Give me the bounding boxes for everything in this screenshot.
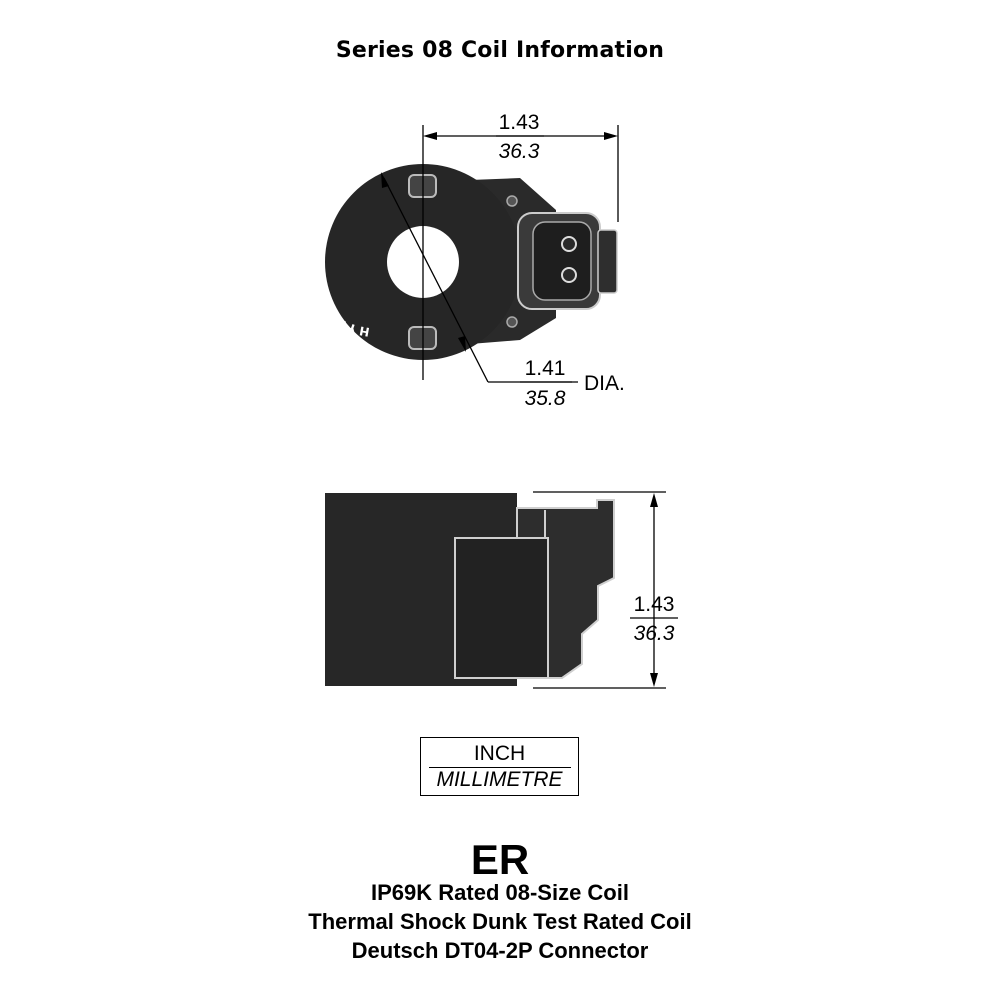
connector-pin-2 [562,268,576,282]
coil-top-view [293,164,617,360]
bolt-bottom [507,317,517,327]
connector-latch [598,230,617,293]
page-title: Series 08 Coil Information [335,38,665,63]
dim-diameter-mm: 35.8 [524,387,566,410]
connector-side-front [455,538,548,678]
connector-pin-1 [562,237,576,251]
dim-side-height-mm: 36.3 [633,622,675,645]
dim-diameter-suffix: DIA. [584,372,625,395]
units-legend [420,737,579,796]
brand-label: HYDRAFORCE [292,245,371,340]
dim-side-arrow-bottom [650,673,658,687]
dim-side-height-inch: 1.43 [633,593,675,616]
coil-side-view [325,493,614,686]
dim-top-width-inch: 1.43 [498,111,540,134]
dim-top-width-mm: 36.3 [498,140,540,163]
dim-side-arrow-top [650,493,658,507]
connector-face [533,222,591,300]
units-inch-label: INCH [473,742,526,765]
dim-arrow-right [604,132,618,140]
spec-line-2: Thermal Shock Dunk Test Rated Coil [308,909,692,934]
dim-arrow-left [423,132,437,140]
spec-line-1: IP69K Rated 08-Size Coil [371,880,629,905]
bolt-top [507,196,517,206]
units-mm-label: MILLIMETRE [436,768,563,791]
dim-diameter-inch: 1.41 [524,357,566,380]
spec-line-3: Deutsch DT04-2P Connector [351,938,649,963]
model-code: ER [470,836,530,883]
